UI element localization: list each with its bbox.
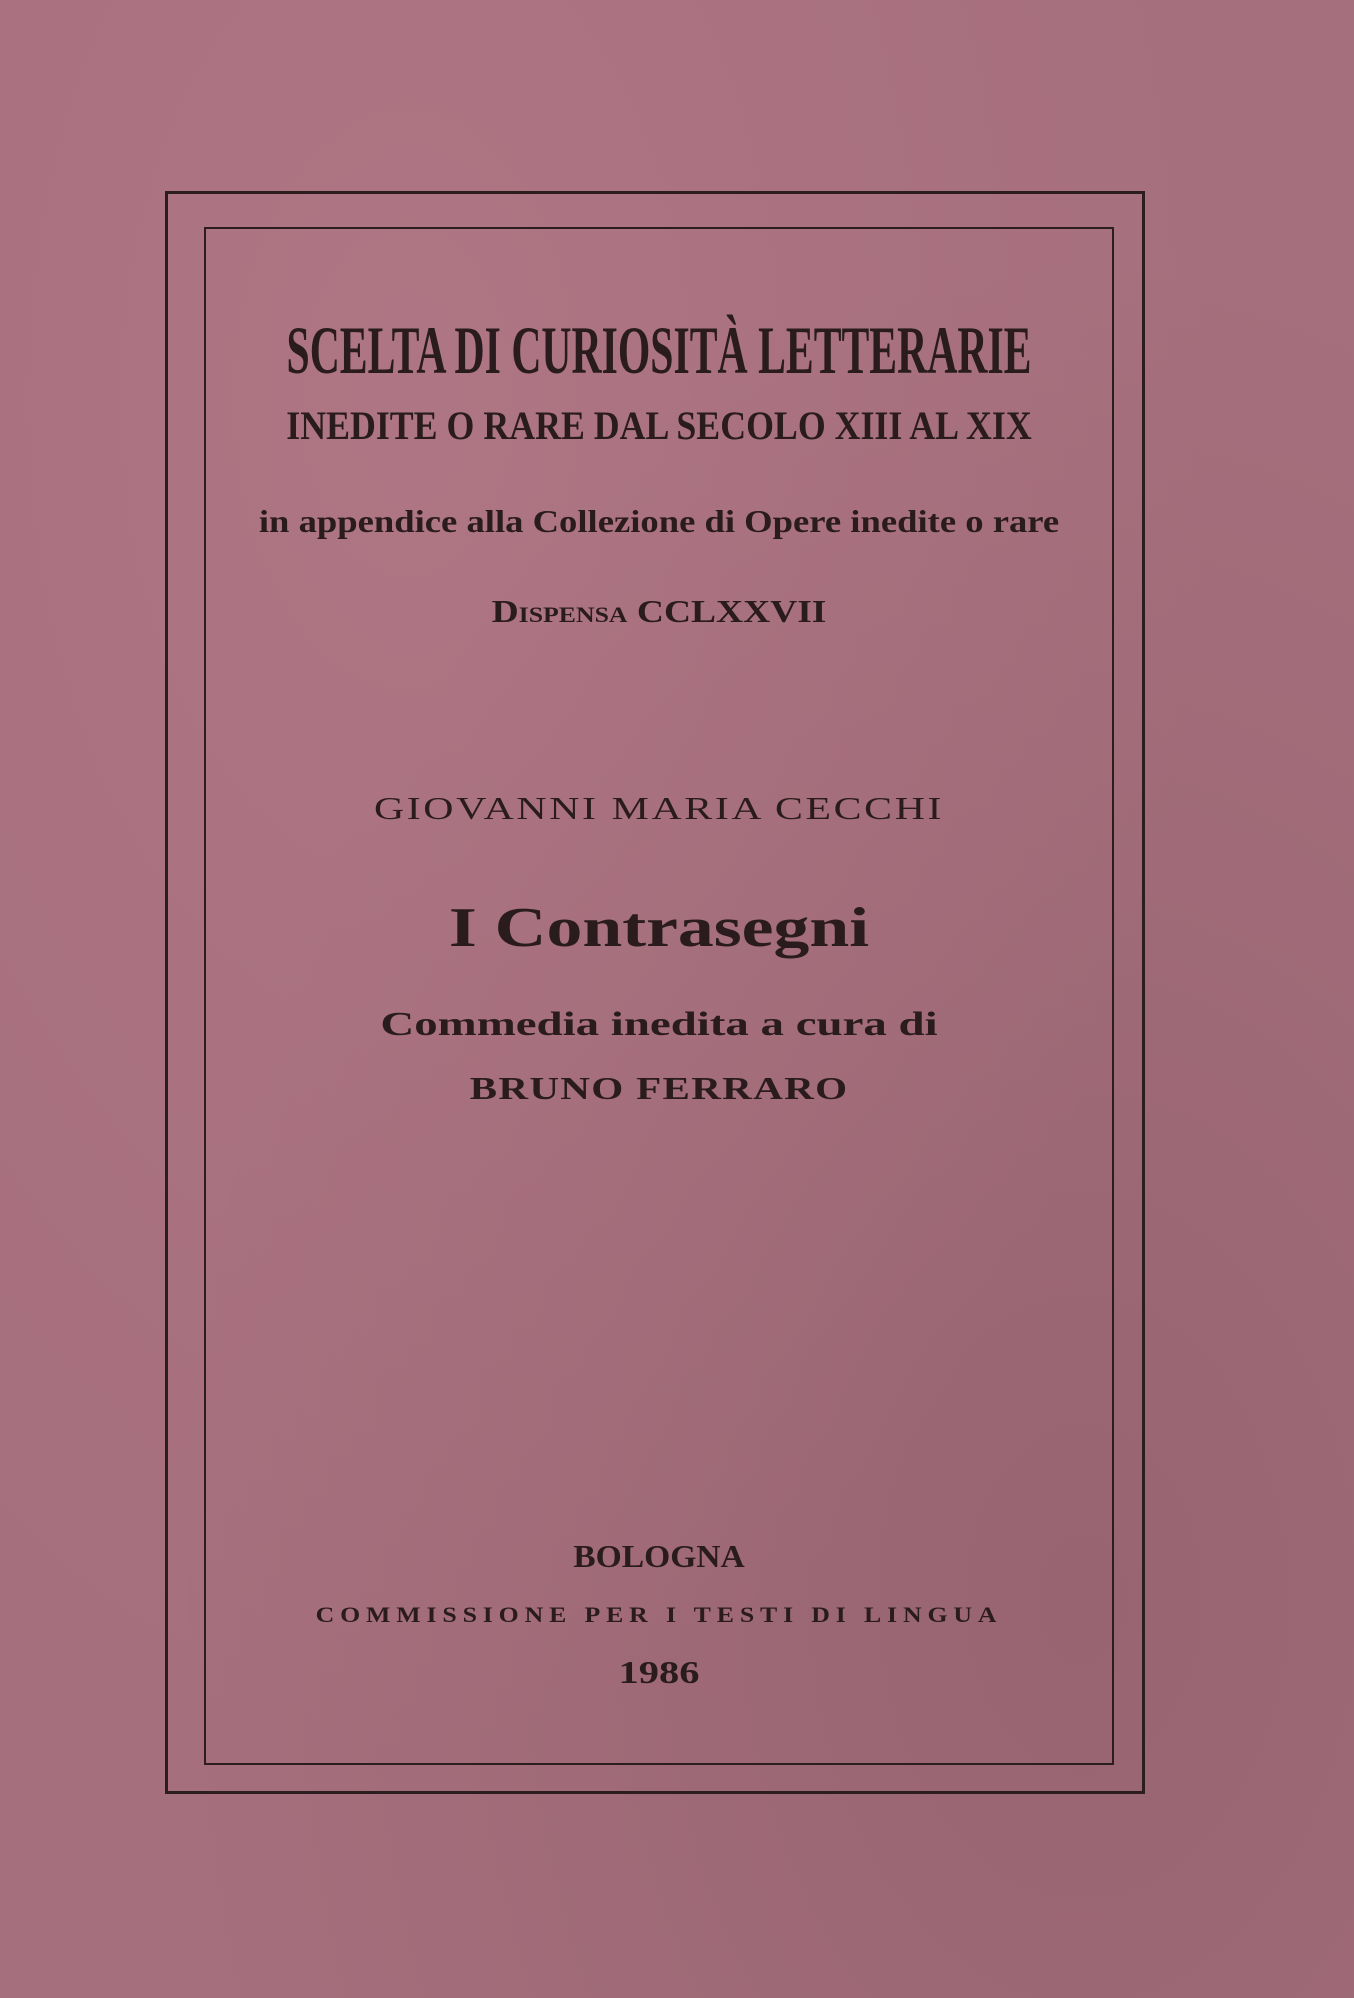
author-name: GIOVANNI MARIA CECCHI [373,790,945,826]
appendix-note: in appendice alla Collezione di Opere inedite o rare [258,503,1060,539]
inner-border-frame [204,227,1114,1765]
editor-name: BRUNO FERRARO [469,1070,849,1106]
series-title: SCELTA DI CURIOSITÀ LETTERARIE [286,312,1032,388]
series-subtitle: INEDITE O RARE DAL SECOLO XIII AL XIX [286,403,1032,448]
publisher-name: COMMISSIONE PER I TESTI DI LINGUA [315,1602,1003,1627]
genre-line: Commedia inedita a cura di [380,1006,938,1043]
publication-city: BOLOGNA [573,1538,745,1574]
work-title: I Contrasegni [448,897,870,959]
publication-year: 1986 [618,1654,700,1690]
dispensa-number: Dispensa CCLXXVII [491,593,827,629]
